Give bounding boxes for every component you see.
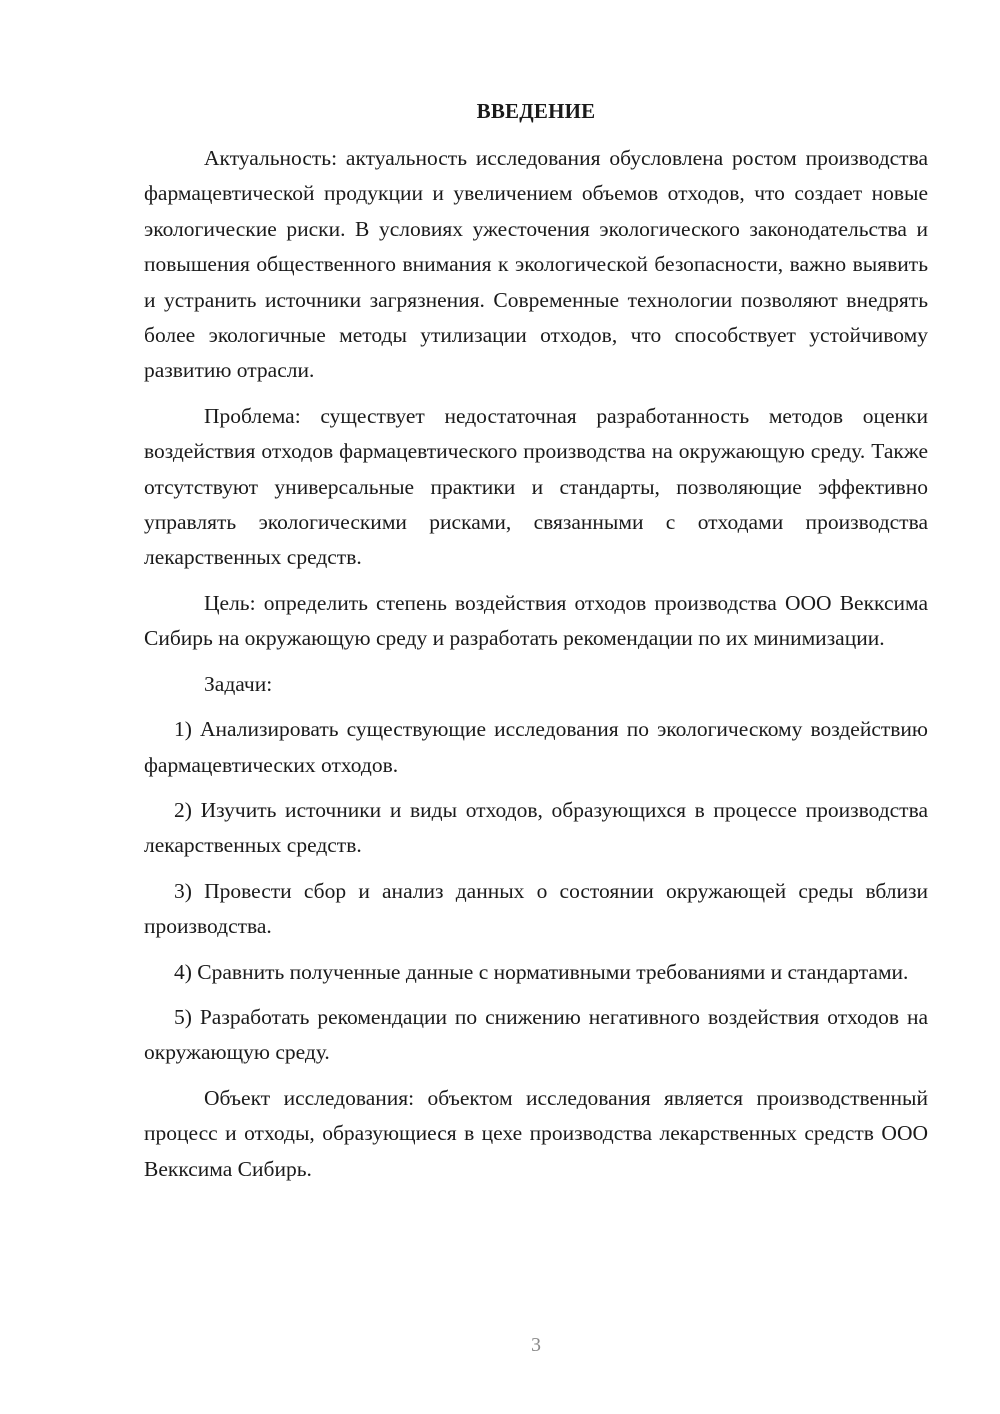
document-body (144, 141, 928, 1187)
paragraph-problem: Проблема: существует недостаточная разработанность методов оценки воздействия отходов фармацевтического производства на окружающую среду. Также отсутствуют универсальные практики и стандарты, позволяющие эффективно управлять экологическими рисками, связанными с отходами производства лекарственных средств. (144, 403, 928, 570)
task-item-5: 5) Разработать рекомендации по снижению негативного воздействия отходов на окружающую среду. (144, 1004, 928, 1065)
section-title: ВВЕДЕНИЕ (476, 99, 596, 123)
page-number: 3 (531, 1334, 541, 1356)
tasks-heading: Задачи: (204, 671, 273, 696)
task-item-2: 2) Изучить источники и виды отходов, образующихся в процессе производства лекарственных средств. (144, 797, 928, 858)
task-item-3: 3) Провести сбор и анализ данных о состоянии окружающей среды вблизи производства. (144, 878, 928, 939)
task-item-4: 4) Сравнить полученные данные с нормативными требованиями и стандартами. (174, 959, 909, 984)
paragraph-goal: Цель: определить степень воздействия отходов производства ООО Векксима Сибирь на окружающую среду и разработать рекомендации по их минимизации. (144, 590, 928, 651)
paragraph-relevance: Актуальность: актуальность исследования обусловлена ростом производства фармацевтической продукции и увеличением объемов отходов, что создает новые экологические риски. В условиях ужесточения экологического законодательства и повышения общественного внимания к экологической безопасности, важно выявить и устранить источники загрязнения. Современные технологии позволяют внедрять более экологичные методы утилизации отходов, что способствует устойчивому развитию отрасли. (144, 146, 928, 383)
task-item-1: 1) Анализировать существующие исследования по экологическому воздействию фармацевтических отходов. (144, 717, 928, 777)
paragraph-object: Объект исследования: объектом исследования является производственный процесс и отходы, образующиеся в цехе производства лекарственных средств ООО Векксима Сибирь. (144, 1085, 928, 1181)
